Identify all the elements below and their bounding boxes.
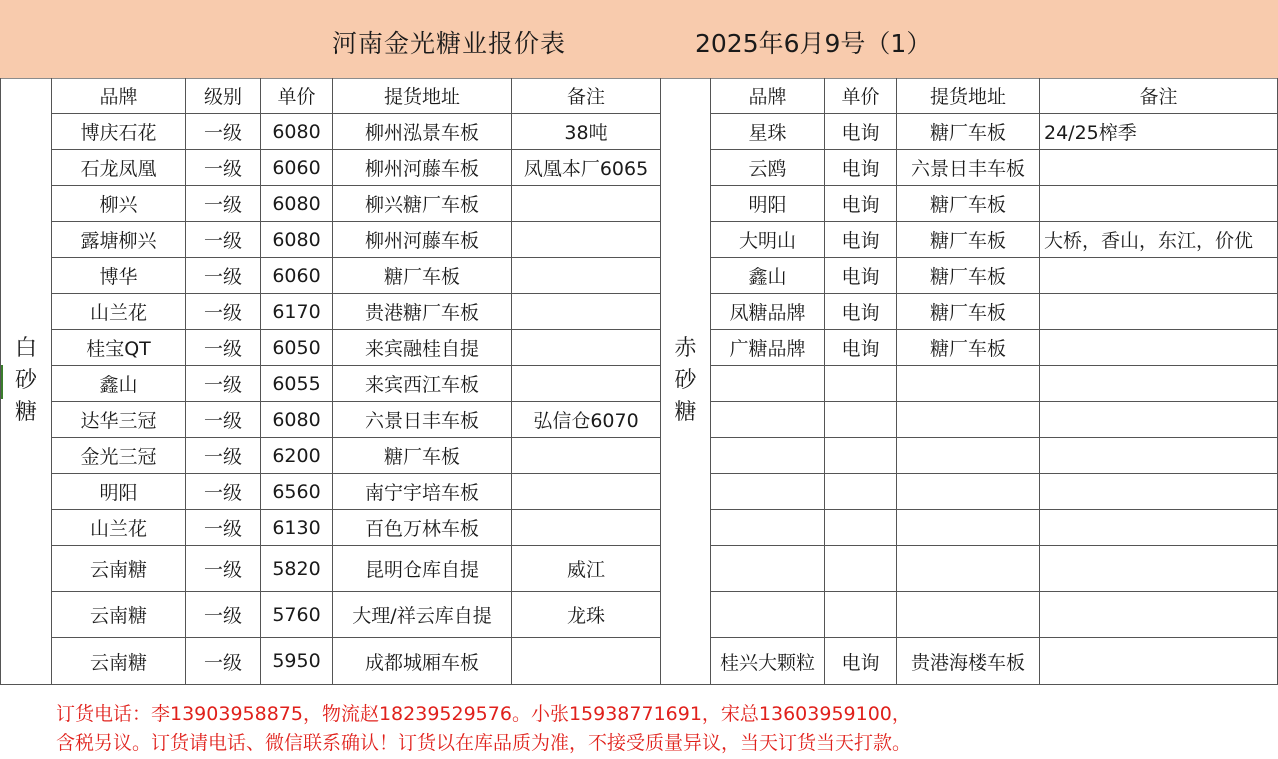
white-sugar-cell-brand: 石龙凤凰 xyxy=(52,150,186,186)
white-sugar-header-address: 提货地址 xyxy=(333,78,512,114)
red-sugar-header-brand: 品牌 xyxy=(711,78,825,114)
red-sugar-cell-note xyxy=(1040,186,1278,222)
white-sugar-cell-grade: 一级 xyxy=(186,294,261,330)
red-sugar-cell-brand xyxy=(711,366,825,402)
white-sugar-cell-price: 6560 xyxy=(261,474,333,510)
red-sugar-cell-price xyxy=(825,592,897,638)
white-sugar-cell-brand: 云南糖 xyxy=(52,592,186,638)
white-sugar-cell-address: 六景日丰车板 xyxy=(333,402,512,438)
white-sugar-cell-grade: 一级 xyxy=(186,150,261,186)
white-sugar-label xyxy=(1,78,52,685)
white-sugar-cell-address: 柳州河藤车板 xyxy=(333,222,512,258)
sheet-date: 2025年6月9号（1） xyxy=(695,29,932,58)
white-sugar-cell-note: 龙珠 xyxy=(512,592,661,638)
white-sugar-header-grade: 级别 xyxy=(186,78,261,114)
white-sugar-cell-price: 5950 xyxy=(261,638,333,685)
white-sugar-cell-price: 6080 xyxy=(261,114,333,150)
red-sugar-cell-price: 电询 xyxy=(825,222,897,258)
white-sugar-cell-grade: 一级 xyxy=(186,510,261,546)
red-sugar-cell-note xyxy=(1040,366,1278,402)
red-sugar-cell-address: 糖厂车板 xyxy=(897,330,1040,366)
white-sugar-header-price: 单价 xyxy=(261,78,333,114)
white-sugar-cell-price: 5760 xyxy=(261,592,333,638)
white-sugar-cell-price: 5820 xyxy=(261,546,333,592)
red-sugar-cell-address: 贵港海楼车板 xyxy=(897,638,1040,685)
red-sugar-cell-address: 糖厂车板 xyxy=(897,222,1040,258)
white-sugar-cell-grade: 一级 xyxy=(186,366,261,402)
red-sugar-cell-brand: 鑫山 xyxy=(711,258,825,294)
red-sugar-cell-note xyxy=(1040,330,1278,366)
red-sugar-cell-price: 电询 xyxy=(825,638,897,685)
red-sugar-cell-note xyxy=(1040,510,1278,546)
white-sugar-cell-price: 6050 xyxy=(261,330,333,366)
white-sugar-cell-brand: 云南糖 xyxy=(52,638,186,685)
red-sugar-cell-address: 糖厂车板 xyxy=(897,114,1040,150)
red-sugar-cell-brand: 广糖品牌 xyxy=(711,330,825,366)
red-sugar-cell-note xyxy=(1040,474,1278,510)
white-sugar-cell-address: 百色万林车板 xyxy=(333,510,512,546)
white-sugar-cell-brand: 鑫山 xyxy=(52,366,186,402)
white-sugar-header-brand: 品牌 xyxy=(52,78,186,114)
white-sugar-cell-brand: 云南糖 xyxy=(52,546,186,592)
sheet-title: 河南金光糖业报价表 xyxy=(332,29,567,58)
red-sugar-cell-brand xyxy=(711,438,825,474)
white-sugar-cell-address: 来宾融桂自提 xyxy=(333,330,512,366)
white-sugar-cell-price: 6080 xyxy=(261,186,333,222)
red-sugar-cell-address xyxy=(897,402,1040,438)
white-sugar-cell-price: 6170 xyxy=(261,294,333,330)
red-sugar-cell-price: 电询 xyxy=(825,294,897,330)
white-sugar-cell-brand: 达华三冠 xyxy=(52,402,186,438)
white-sugar-cell-note: 凤凰本厂6065 xyxy=(512,150,661,186)
white-sugar-cell-address: 贵港糖厂车板 xyxy=(333,294,512,330)
white-sugar-cell-brand: 明阳 xyxy=(52,474,186,510)
red-sugar-cell-address: 糖厂车板 xyxy=(897,294,1040,330)
white-sugar-cell-grade: 一级 xyxy=(186,186,261,222)
white-sugar-cell-note xyxy=(512,474,661,510)
red-sugar-cell-address xyxy=(897,474,1040,510)
red-sugar-cell-address: 六景日丰车板 xyxy=(897,150,1040,186)
white-sugar-cell-note: 弘信仓6070 xyxy=(512,402,661,438)
red-sugar-header-address: 提货地址 xyxy=(897,78,1040,114)
white-sugar-cell-brand: 柳兴 xyxy=(52,186,186,222)
white-sugar-cell-grade: 一级 xyxy=(186,474,261,510)
red-sugar-cell-brand: 明阳 xyxy=(711,186,825,222)
white-sugar-cell-note xyxy=(512,366,661,402)
footer-notice xyxy=(56,700,911,758)
red-sugar-cell-note xyxy=(1040,438,1278,474)
white-sugar-cell-note xyxy=(512,222,661,258)
red-sugar-cell-note xyxy=(1040,638,1278,685)
red-sugar-cell-address: 糖厂车板 xyxy=(897,258,1040,294)
red-sugar-cell-brand xyxy=(711,402,825,438)
white-sugar-cell-note xyxy=(512,294,661,330)
red-sugar-cell-note: 24/25榨季 xyxy=(1040,114,1278,150)
white-sugar-cell-brand: 山兰花 xyxy=(52,510,186,546)
white-sugar-cell-grade: 一级 xyxy=(186,330,261,366)
red-sugar-cell-price xyxy=(825,474,897,510)
red-sugar-cell-brand: 大明山 xyxy=(711,222,825,258)
footer-terms: 含税另议。订货请电话、微信联系确认！订货以在库品质为准，不接受质量异议，当天订货当天打款。 xyxy=(56,732,912,754)
footer-contacts: 订货电话：李13903958875，物流赵18239529576。小张15938771691，宋总13603959100， xyxy=(56,703,911,725)
white-sugar-cell-price: 6060 xyxy=(261,258,333,294)
white-sugar-cell-address: 糖厂车板 xyxy=(333,258,512,294)
red-sugar-cell-price xyxy=(825,402,897,438)
red-sugar-cell-price xyxy=(825,438,897,474)
red-sugar-cell-address xyxy=(897,366,1040,402)
red-sugar-cell-price xyxy=(825,546,897,592)
red-sugar-cell-note: 大桥，香山，东江，价优 xyxy=(1040,222,1278,258)
white-sugar-cell-note xyxy=(512,638,661,685)
white-sugar-cell-brand: 博华 xyxy=(52,258,186,294)
red-sugar-label xyxy=(661,78,711,685)
red-sugar-cell-address xyxy=(897,438,1040,474)
white-sugar-cell-grade: 一级 xyxy=(186,638,261,685)
red-sugar-cell-brand xyxy=(711,546,825,592)
white-sugar-label-text: 白砂糖 xyxy=(14,336,37,425)
red-sugar-cell-brand: 凤糖品牌 xyxy=(711,294,825,330)
red-sugar-cell-note xyxy=(1040,294,1278,330)
red-sugar-cell-note xyxy=(1040,258,1278,294)
white-sugar-cell-address: 大理/祥云库自提 xyxy=(333,592,512,638)
red-sugar-cell-price: 电询 xyxy=(825,150,897,186)
red-sugar-header-note: 备注 xyxy=(1040,78,1278,114)
white-sugar-cell-grade: 一级 xyxy=(186,592,261,638)
red-sugar-cell-note xyxy=(1040,402,1278,438)
white-sugar-cell-brand: 山兰花 xyxy=(52,294,186,330)
red-sugar-cell-address: 糖厂车板 xyxy=(897,186,1040,222)
white-sugar-cell-grade: 一级 xyxy=(186,222,261,258)
red-sugar-cell-note xyxy=(1040,546,1278,592)
red-sugar-cell-brand xyxy=(711,592,825,638)
white-sugar-cell-grade: 一级 xyxy=(186,402,261,438)
white-sugar-cell-price: 6200 xyxy=(261,438,333,474)
white-sugar-cell-note xyxy=(512,438,661,474)
white-sugar-cell-price: 6055 xyxy=(261,366,333,402)
white-sugar-cell-price: 6130 xyxy=(261,510,333,546)
white-sugar-cell-note xyxy=(512,510,661,546)
white-sugar-cell-brand: 金光三冠 xyxy=(52,438,186,474)
red-sugar-cell-brand xyxy=(711,510,825,546)
red-sugar-cell-brand: 桂兴大颗粒 xyxy=(711,638,825,685)
white-sugar-cell-grade: 一级 xyxy=(186,114,261,150)
white-sugar-cell-grade: 一级 xyxy=(186,546,261,592)
red-sugar-cell-address xyxy=(897,546,1040,592)
white-sugar-cell-address: 成都城厢车板 xyxy=(333,638,512,685)
white-sugar-cell-address: 南宁宇培车板 xyxy=(333,474,512,510)
red-sugar-cell-note xyxy=(1040,150,1278,186)
red-sugar-cell-price xyxy=(825,366,897,402)
white-sugar-cell-note xyxy=(512,186,661,222)
white-sugar-cell-grade: 一级 xyxy=(186,438,261,474)
red-sugar-cell-note xyxy=(1040,592,1278,638)
red-sugar-cell-brand: 星珠 xyxy=(711,114,825,150)
red-sugar-cell-brand: 云鸥 xyxy=(711,150,825,186)
white-sugar-header-note: 备注 xyxy=(512,78,661,114)
white-sugar-cell-note: 威江 xyxy=(512,546,661,592)
white-sugar-cell-price: 6080 xyxy=(261,222,333,258)
white-sugar-cell-address: 柳州河藤车板 xyxy=(333,150,512,186)
red-sugar-cell-address xyxy=(897,592,1040,638)
white-sugar-cell-note xyxy=(512,258,661,294)
white-sugar-cell-address: 昆明仓库自提 xyxy=(333,546,512,592)
red-sugar-cell-address xyxy=(897,510,1040,546)
red-sugar-cell-price xyxy=(825,510,897,546)
white-sugar-cell-price: 6060 xyxy=(261,150,333,186)
white-sugar-cell-brand: 露塘柳兴 xyxy=(52,222,186,258)
red-sugar-cell-brand xyxy=(711,474,825,510)
white-sugar-cell-address: 糖厂车板 xyxy=(333,438,512,474)
white-sugar-cell-address: 柳兴糖厂车板 xyxy=(333,186,512,222)
red-sugar-cell-price: 电询 xyxy=(825,258,897,294)
white-sugar-cell-address: 柳州泓景车板 xyxy=(333,114,512,150)
red-sugar-label-text: 赤砂糖 xyxy=(674,336,697,425)
white-sugar-cell-brand: 博庆石花 xyxy=(52,114,186,150)
white-sugar-cell-brand: 桂宝QT xyxy=(52,330,186,366)
red-sugar-cell-price: 电询 xyxy=(825,186,897,222)
red-sugar-cell-price: 电询 xyxy=(825,330,897,366)
red-sugar-header-price: 单价 xyxy=(825,78,897,114)
white-sugar-cell-note xyxy=(512,330,661,366)
white-sugar-cell-note: 38吨 xyxy=(512,114,661,150)
red-sugar-cell-price: 电询 xyxy=(825,114,897,150)
white-sugar-cell-grade: 一级 xyxy=(186,258,261,294)
white-sugar-cell-price: 6080 xyxy=(261,402,333,438)
title-bar xyxy=(0,0,1278,79)
white-sugar-cell-address: 来宾西江车板 xyxy=(333,366,512,402)
